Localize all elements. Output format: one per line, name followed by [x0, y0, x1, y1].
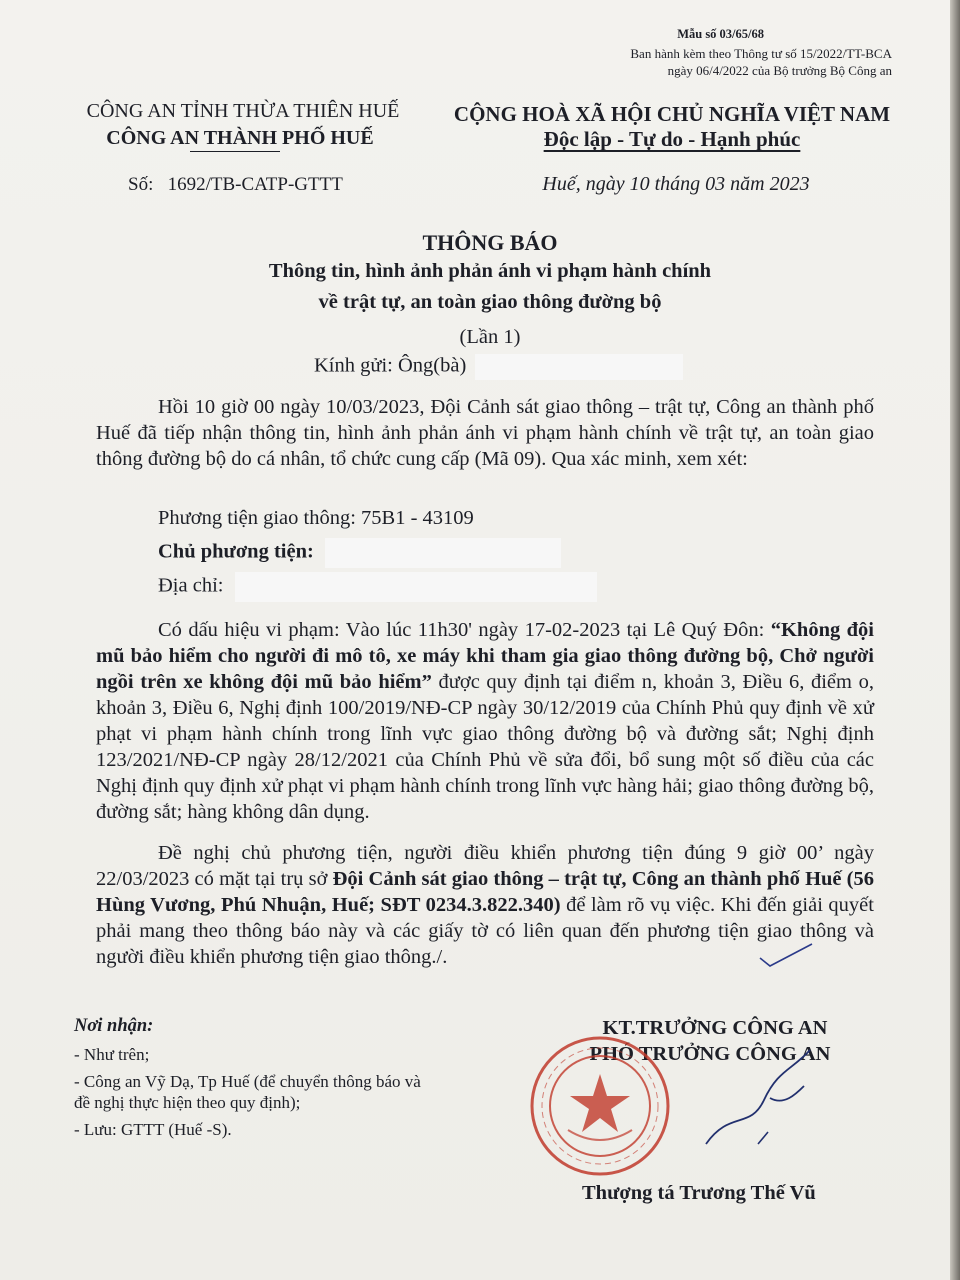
- notice-times: (Lần 1): [459, 326, 521, 348]
- notice-subtitle-1: Thông tin, hình ảnh phản ánh vi phạm hành chính: [268, 260, 712, 282]
- request-text-a: Đề nghị chủ phương tiện, người điều khiển phương tiện đúng 9 giờ 00’ ngày 22/03/2023 có mặt tại trụ sở: [96, 842, 874, 890]
- place-date: Huế, ngày 10 tháng 03 năm 2023: [542, 173, 810, 195]
- paragraph-intro: [96, 394, 874, 472]
- document-number-label: Số:: [128, 174, 154, 195]
- nation-motto: Độc lập - Tự do - Hạnh phúc: [543, 127, 801, 151]
- agency-parent: CÔNG AN TỈNH THỪA THIÊN HUẾ: [86, 100, 400, 122]
- owner-label: Chủ phương tiện:: [158, 540, 314, 563]
- recipient-redaction: [475, 354, 683, 380]
- signature-position: PHÓ TRƯỞNG CÔNG AN: [589, 1043, 831, 1065]
- document-number: [128, 174, 343, 196]
- request-location: Đội Cảnh sát giao thông – trật tự, Công an thành phố Huế (56 Hùng Vương, Phú Nhuận, Huế; SĐT 0234.3.822.340): [96, 868, 875, 916]
- request-text-b: để làm rõ vụ việc. Khi đến giải quyết phải mang theo thông báo này và các giấy tờ có liên quan đến phương tiện giao thông và người điều khiển phương tiện giao thông./.: [96, 894, 874, 968]
- violation-intro: Có dấu hiệu vi phạm: Vào lúc 11h30' ngày 17-02-2023 tại Lê Quý Đôn:: [158, 619, 765, 641]
- recipient-item-3: - Lưu: GTTT (Huế -S).: [74, 1120, 232, 1139]
- recipient-list: [74, 1016, 421, 1140]
- address-label: Địa chỉ:: [158, 574, 224, 597]
- vehicle-plate: Phương tiện giao thông: 75B1 - 43109: [158, 507, 474, 529]
- violation-legal-basis: được quy định tại điểm n, khoản 3, Điều 6, điểm o, khoản 3, Điều 6, Nghị định 100/2019/NĐ-CP ngày 30/12/2019 của Chính Phủ quy định về xử phạt vi phạm hành chính trong lĩnh vực giao thông đường bộ và đường sắt; Nghị định 123/2021/NĐ-CP ngày 28/12/2021 của Chính Phủ về sửa đổi, bổ sung một số điều của các Nghị định quy định xử phạt vi phạm hành chính trong lĩnh vực hàng hải; giao thông đường bộ, đường sắt; hàng không dân dụng.: [96, 671, 874, 823]
- official-seal: [528, 1034, 672, 1178]
- paragraph-violation: [96, 617, 874, 825]
- agency-name: CÔNG AN THÀNH PHỐ HUẾ: [106, 127, 374, 149]
- recipient-line: [314, 354, 683, 380]
- address-redaction: [235, 572, 597, 602]
- violation-text: [96, 617, 874, 825]
- recipient-item-2-cont: đề nghị thực hiện theo quy định);: [74, 1093, 301, 1112]
- nation-title: CỘNG HOÀ XÃ HỘI CHỦ NGHĨA VIỆT NAM: [453, 102, 891, 126]
- document-number-value: 1692/TB-CATP-GTTT: [167, 174, 343, 195]
- signer-name: Thượng tá Trương Thế Vũ: [582, 1182, 816, 1204]
- intro-text: Hồi 10 giờ 00 ngày 10/03/2023, Đội Cảnh sát giao thông – trật tự, Công an thành phố Huế đã tiếp nhận thông tin, hình ảnh phản ánh vi phạm hành chính về trật tự, an toàn giao thông đường bộ do cá nhân, tổ chức cung cấp (Mã 09). Qua xác minh, xem xét:: [96, 396, 874, 470]
- vehicle-owner: [158, 538, 561, 568]
- form-issued-line-1: Ban hành kèm theo Thông tư số 15/2022/TT-BCA: [630, 46, 892, 61]
- recipient-label: Kính gửi: Ông(bà): [314, 354, 467, 377]
- recipient-item-2: - Công an Vỹ Dạ, Tp Huế (để chuyển thông báo và: [74, 1072, 421, 1091]
- checkmark-pen-stroke: [756, 940, 816, 970]
- recipient-item-1: - Như trên;: [74, 1045, 150, 1064]
- page-edge-shadow: [950, 0, 960, 1280]
- owner-address: [158, 572, 597, 602]
- notice-title: THÔNG BÁO: [422, 230, 558, 255]
- signature-authority: KT.TRƯỞNG CÔNG AN: [602, 1017, 828, 1039]
- form-issued-line-2: ngày 06/4/2022 của Bộ trưởng Bộ Công an: [667, 63, 892, 78]
- form-number: Mẫu số 03/65/68: [677, 27, 764, 41]
- violation-description: “Không đội mũ bảo hiểm cho người đi mô tô, xe máy khi tham gia giao thông đường bộ, Chở người ngồi trên xe không đội mũ bảo hiểm”: [96, 619, 874, 693]
- notice-subtitle-2: về trật tự, an toàn giao thông đường bộ: [318, 291, 662, 313]
- recipient-heading: Nơi nhận:: [74, 1016, 154, 1036]
- agency-underline: [190, 151, 280, 152]
- owner-redaction: [325, 538, 561, 568]
- handwritten-signature: [700, 1040, 820, 1160]
